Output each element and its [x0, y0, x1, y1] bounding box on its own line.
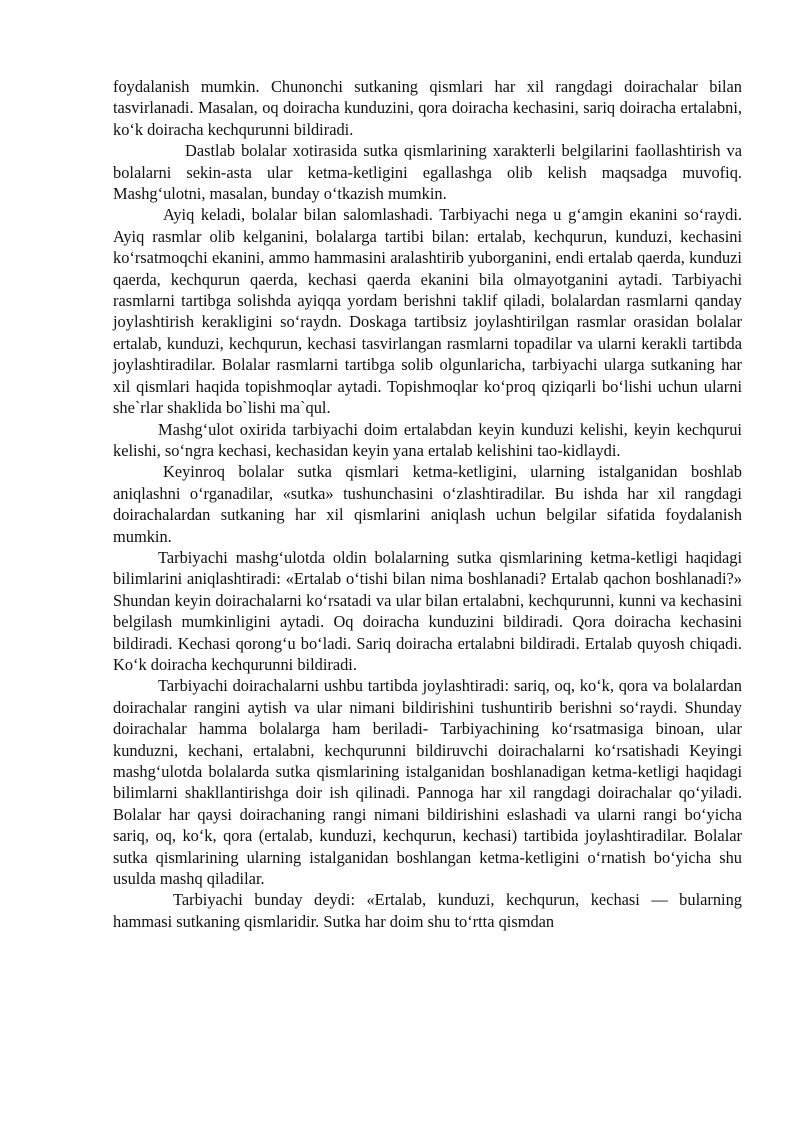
paragraph-3: Ayiq keladi, bolalar bilan salomlashadi. Tarbiyachi nega u g‘amgin ekanini so‘raydi. Ayiq rasmlar olib kelganini, bolalarga tartibi bilan: ertalab, kechqurun, kunduzi, kechasini ko‘rsatmoqchi ekanini, ammo hammasini aralashtirib yuborganini, endi ertalab qaerda, kunduzi qaerda, kechqurun qaerda, kechasi qaerda ekanini bila olmayotganini aytadi. Tarbiyachi rasmlarni tartibga solishda ayiqqa yordam berishni taklif qiladi, bolalardan rasmlarni qanday joylashtirish kerakligini so‘raydn. Doskaga tartibsiz joylashtirilgan rasmlar orasidan bolalar ertalab, kunduzi, kechqurun, kechasi tasvirlangan rasmlarni topadilar va ularni kerakli tartibda joylashtiradilar. Bolalar rasmlarni tartibga solib olgunlaricha, tarbiyachi ularga sutkaning har xil qismlari haqida topishmoqlar aytadi. Topishmoqlar ko‘proq qiziqarli bo‘lishi uchun ularni she`rlar shaklida bo`lishi ma`qul.: [113, 205, 742, 418]
document-page: [113, 76, 742, 932]
paragraph-4: Mashg‘ulot oxirida tarbiyachi doim ertalabdan keyin kunduzi kelishi, keyin kechqurui kelishi, so‘ngra kechasi, kechasidan keyin yana ertalab kelishini tao-kidlaydi.: [113, 419, 742, 460]
paragraph-6: Tarbiyachi mashg‘ulotda oldin bolalarning sutka qismlarining ketma-ketligi haqidagi bilimlarini aniqlashtiradi: «Ertalab o‘tishi bilan nima boshlanadi? Ertalab qachon boshlanadi?» Shundan keyin doirachalarni ko‘rsatadi va ular bilan ertalabni, kechqurunni, kunni va kechasini belgilash mumkinligini aytadi. Oq doiracha kunduzini bildiradi. Qora doiracha kechasini bildiradi. Kechasi qorong‘u bo‘ladi. Sariq doiracha ertalabni bildiradi. Ertalab quyosh chiqadi. Ko‘k doiracha kechqurunni bildiradi.: [113, 547, 742, 674]
paragraph-5: Keyinroq bolalar sutka qismlari ketma-ketligini, ularning istalganidan boshlab aniqlashni o‘rganadilar, «sutka» tushunchasini o‘zlashtiradilar. Bu ishda har xil rangdagi doirachalardan sutkaning har xil qismlarini aniqlash uchun belgilar sifatida foydalanish mumkin.: [113, 462, 742, 546]
paragraph-2: Dastlab bolalar xotirasida sutka qismlarining xarakterli belgilarini faollashtirish va bolalarni sekin-asta ular ketma-ketligini egallashga olib kelish maqsadga muvofiq. Mashg‘ulotni, masalan, bunday o‘tkazish mumkin.: [113, 141, 742, 204]
paragraph-8: Tarbiyachi bunday deydi: «Ertalab, kunduzi, kechqurun, kechasi — bularning hammasi sutkaning qismlaridir. Sutka har doim shu to‘rtta qismdan: [113, 890, 742, 931]
paragraph-7: Tarbiyachi doirachalarni ushbu tartibda joylashtiradi: sariq, oq, ko‘k, qora va bolalardan doirachalar rangini aytish va ular nimani bildirishini tushuntirib berishni so‘raydi. Shunday doirachalar hamma bolalarga ham beriladi- Tarbiyachining ko‘rsatmasiga binoan, ular kunduzni, kechani, ertalabni, kechqurunni bildiruvchi doirachalarni ko‘rsatishadi Keyingi mashg‘ulotda bolalarda sutka qismlarining istalganidan boshlanadigan ketma-ketligi haqidagi bilimlarni shakllantirishga doir ish qilinadi. Pannoga har xil rangdagi doirachalar qo‘yiladi. Bolalar har qaysi doirachaning rangi nimani bildirishini eslashadi va ularni rangi bo‘yicha sariq, oq, ko‘k, qora (ertalab, kunduzi, kechqurun, kechasi) tartibida joylashtiradilar. Bolalar sutka qismlarining ularning istalganidan boshlangan ketma-ketligini o‘rnatish bo‘yicha shu usulda mashq qiladilar.: [113, 676, 742, 889]
paragraph-1: foydalanish mumkin. Chunonchi sutkaning qismlari har xil rangdagi doirachalar bilan tasvirlanadi. Masalan, oq doiracha kunduzini, qora doiracha kechasini, sariq doiracha ertalabni, ko‘k doiracha kechqurunni bildiradi.: [113, 77, 742, 139]
